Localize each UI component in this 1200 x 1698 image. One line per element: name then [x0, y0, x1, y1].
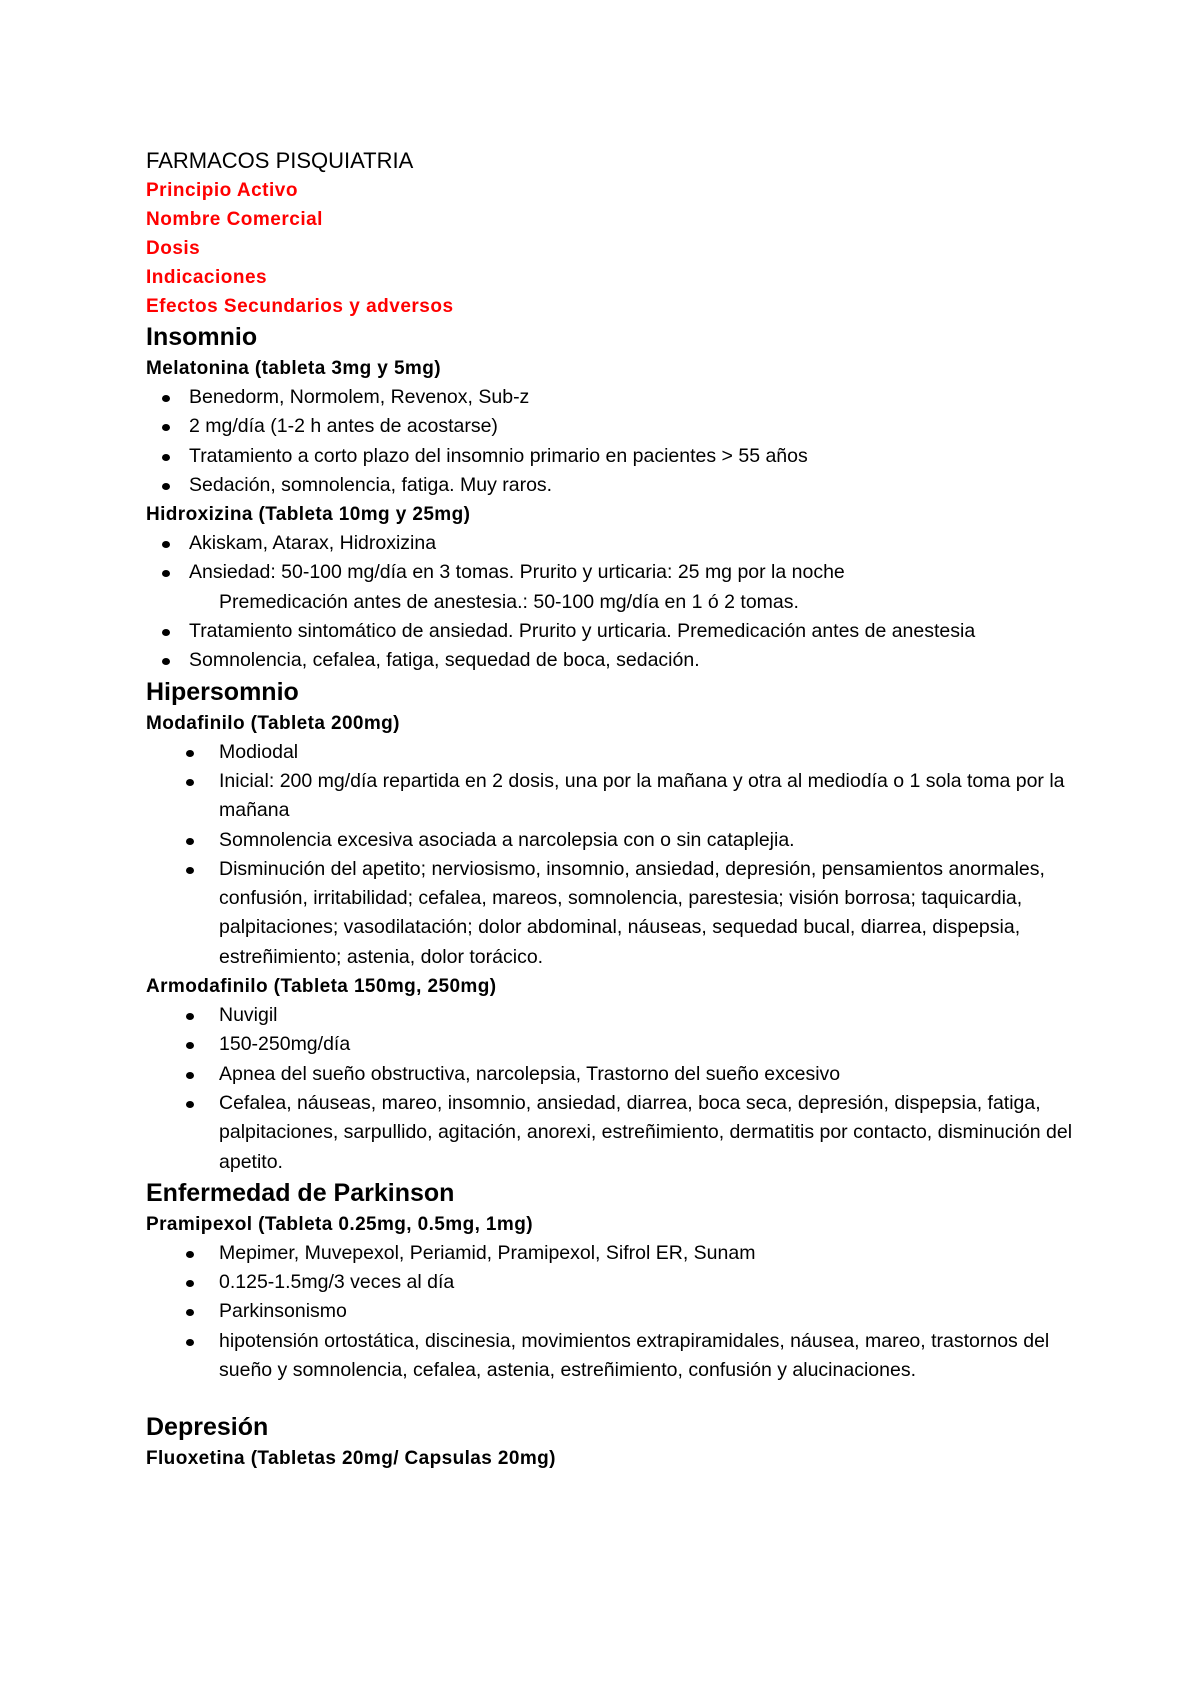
- bullet-icon: [186, 1072, 194, 1079]
- list-item: 0.125-1.5mg/3 veces al día: [146, 1268, 1086, 1297]
- bullet-icon: [186, 1309, 194, 1316]
- hidroxizina-list: [146, 529, 1086, 588]
- bullet-icon: [186, 838, 194, 845]
- list-item: Mepimer, Muvepexol, Periamid, Pramipexol, Sifrol ER, Sunam: [146, 1239, 1086, 1268]
- spacer: [146, 1385, 1086, 1411]
- list-item: hipotensión ortostática, discinesia, movimientos extrapiramidales, náusea, mareo, trastornos del sueño y somnolencia, cefalea, astenia, estreñimiento, confusión y alucinaciones.: [146, 1327, 1086, 1386]
- section-heading-insomnio: Insomnio: [146, 323, 258, 351]
- bullet-icon: [162, 454, 170, 461]
- legend-indicaciones: Indicaciones: [146, 267, 268, 288]
- document-page: [146, 146, 1086, 1473]
- drug-melatonina: Melatonina (tableta 3mg y 5mg): [146, 358, 441, 379]
- bullet-icon: [186, 779, 194, 786]
- section-heading-depresion: Depresión: [146, 1413, 269, 1442]
- list-item: Nuvigil: [146, 1001, 1086, 1030]
- list-item: 150-250mg/día: [146, 1030, 1086, 1059]
- legend-dosis: Dosis: [146, 238, 201, 259]
- bullet-icon: [186, 1251, 194, 1258]
- drug-hidroxizina: Hidroxizina (Tableta 10mg y 25mg): [146, 504, 471, 526]
- list-item: Tratamiento a corto plazo del insomnio primario en pacientes > 55 años: [146, 442, 1086, 471]
- bullet-icon: [162, 395, 170, 402]
- drug-fluoxetina: Fluoxetina (Tabletas 20mg/ Capsulas 20mg): [146, 1448, 556, 1470]
- bullet-icon: [186, 1101, 194, 1108]
- bullet-icon: [186, 1013, 194, 1020]
- bullet-icon: [186, 867, 194, 874]
- bullet-icon: [186, 1042, 194, 1049]
- bullet-icon: [162, 629, 170, 636]
- list-item: Apnea del sueño obstructiva, narcolepsia, Trastorno del sueño excesivo: [146, 1060, 1086, 1089]
- list-item: Somnolencia, cefalea, fatiga, sequedad de boca, sedación.: [146, 646, 1086, 675]
- legend-principio-activo: Principio Activo: [146, 180, 298, 201]
- list-item: 2 mg/día (1-2 h antes de acostarse): [146, 412, 1086, 441]
- drug-pramipexol: Pramipexol (Tableta 0.25mg, 0.5mg, 1mg): [146, 1213, 533, 1235]
- document-title: FARMACOS PISQUIATRIA: [146, 148, 414, 173]
- list-item: Sedación, somnolencia, fatiga. Muy raros.: [146, 471, 1086, 500]
- legend-nombre-comercial: Nombre Comercial: [146, 209, 323, 230]
- list-item: Ansiedad: 50-100 mg/día en 3 tomas. Prurito y urticaria: 25 mg por la noche: [146, 558, 1086, 587]
- list-item: Cefalea, náuseas, mareo, insomnio, ansiedad, diarrea, boca seca, depresión, dispepsia, fatiga, palpitaciones, sarpullido, agitación, anorexi, estreñimiento, dermatitis por contacto, disminución del apetito.: [146, 1089, 1086, 1177]
- bullet-icon: [186, 1280, 194, 1287]
- legend-efectos: Efectos Secundarios y adversos: [146, 296, 454, 317]
- section-heading-hipersomnio: Hipersomnio: [146, 677, 299, 706]
- armodafinilo-list: [146, 1001, 1086, 1177]
- list-item: Disminución del apetito; nerviosismo, insomnio, ansiedad, depresión, pensamientos anormales, confusión, irritabilidad; cefalea, mareos, somnolencia, parestesia; visión borrosa; taquicardia, palpitaciones; vasodilatación; dolor abdominal, náuseas, sequedad bucal, diarrea, dispepsia, estreñimiento; astenia, dolor torácico.: [146, 855, 1086, 972]
- list-item: Modiodal: [146, 738, 1086, 767]
- pramipexol-list: [146, 1239, 1086, 1385]
- list-item: Akiskam, Atarax, Hidroxizina: [146, 529, 1086, 558]
- hidroxizina-dose-continuation: Premedicación antes de anestesia.: 50-100 mg/día en 1 ó 2 tomas.: [219, 590, 799, 613]
- bullet-icon: [162, 541, 170, 548]
- bullet-icon: [186, 1339, 194, 1346]
- list-item: Tratamiento sintomático de ansiedad. Prurito y urticaria. Premedicación antes de anestesia: [146, 617, 1086, 646]
- list-item: Inicial: 200 mg/día repartida en 2 dosis, una por la mañana y otra al mediodía o 1 sola toma por la mañana: [146, 767, 1086, 826]
- bullet-icon: [162, 570, 170, 577]
- field-legend: [146, 176, 1086, 321]
- list-item: Parkinsonismo: [146, 1297, 1086, 1326]
- bullet-icon: [186, 750, 194, 757]
- bullet-icon: [162, 424, 170, 431]
- melatonina-list: [146, 383, 1086, 500]
- drug-modafinilo: Modafinilo (Tableta 200mg): [146, 712, 400, 734]
- list-item: Benedorm, Normolem, Revenox, Sub-z: [146, 383, 1086, 412]
- drug-armodafinilo: Armodafinilo (Tableta 150mg, 250mg): [146, 976, 497, 998]
- modafinilo-list: [146, 738, 1086, 972]
- list-item: Somnolencia excesiva asociada a narcolepsia con o sin cataplejia.: [146, 826, 1086, 855]
- bullet-icon: [162, 483, 170, 490]
- section-heading-parkinson: Enfermedad de Parkinson: [146, 1178, 455, 1207]
- bullet-icon: [162, 658, 170, 665]
- hidroxizina-list-cont: [146, 617, 1086, 676]
